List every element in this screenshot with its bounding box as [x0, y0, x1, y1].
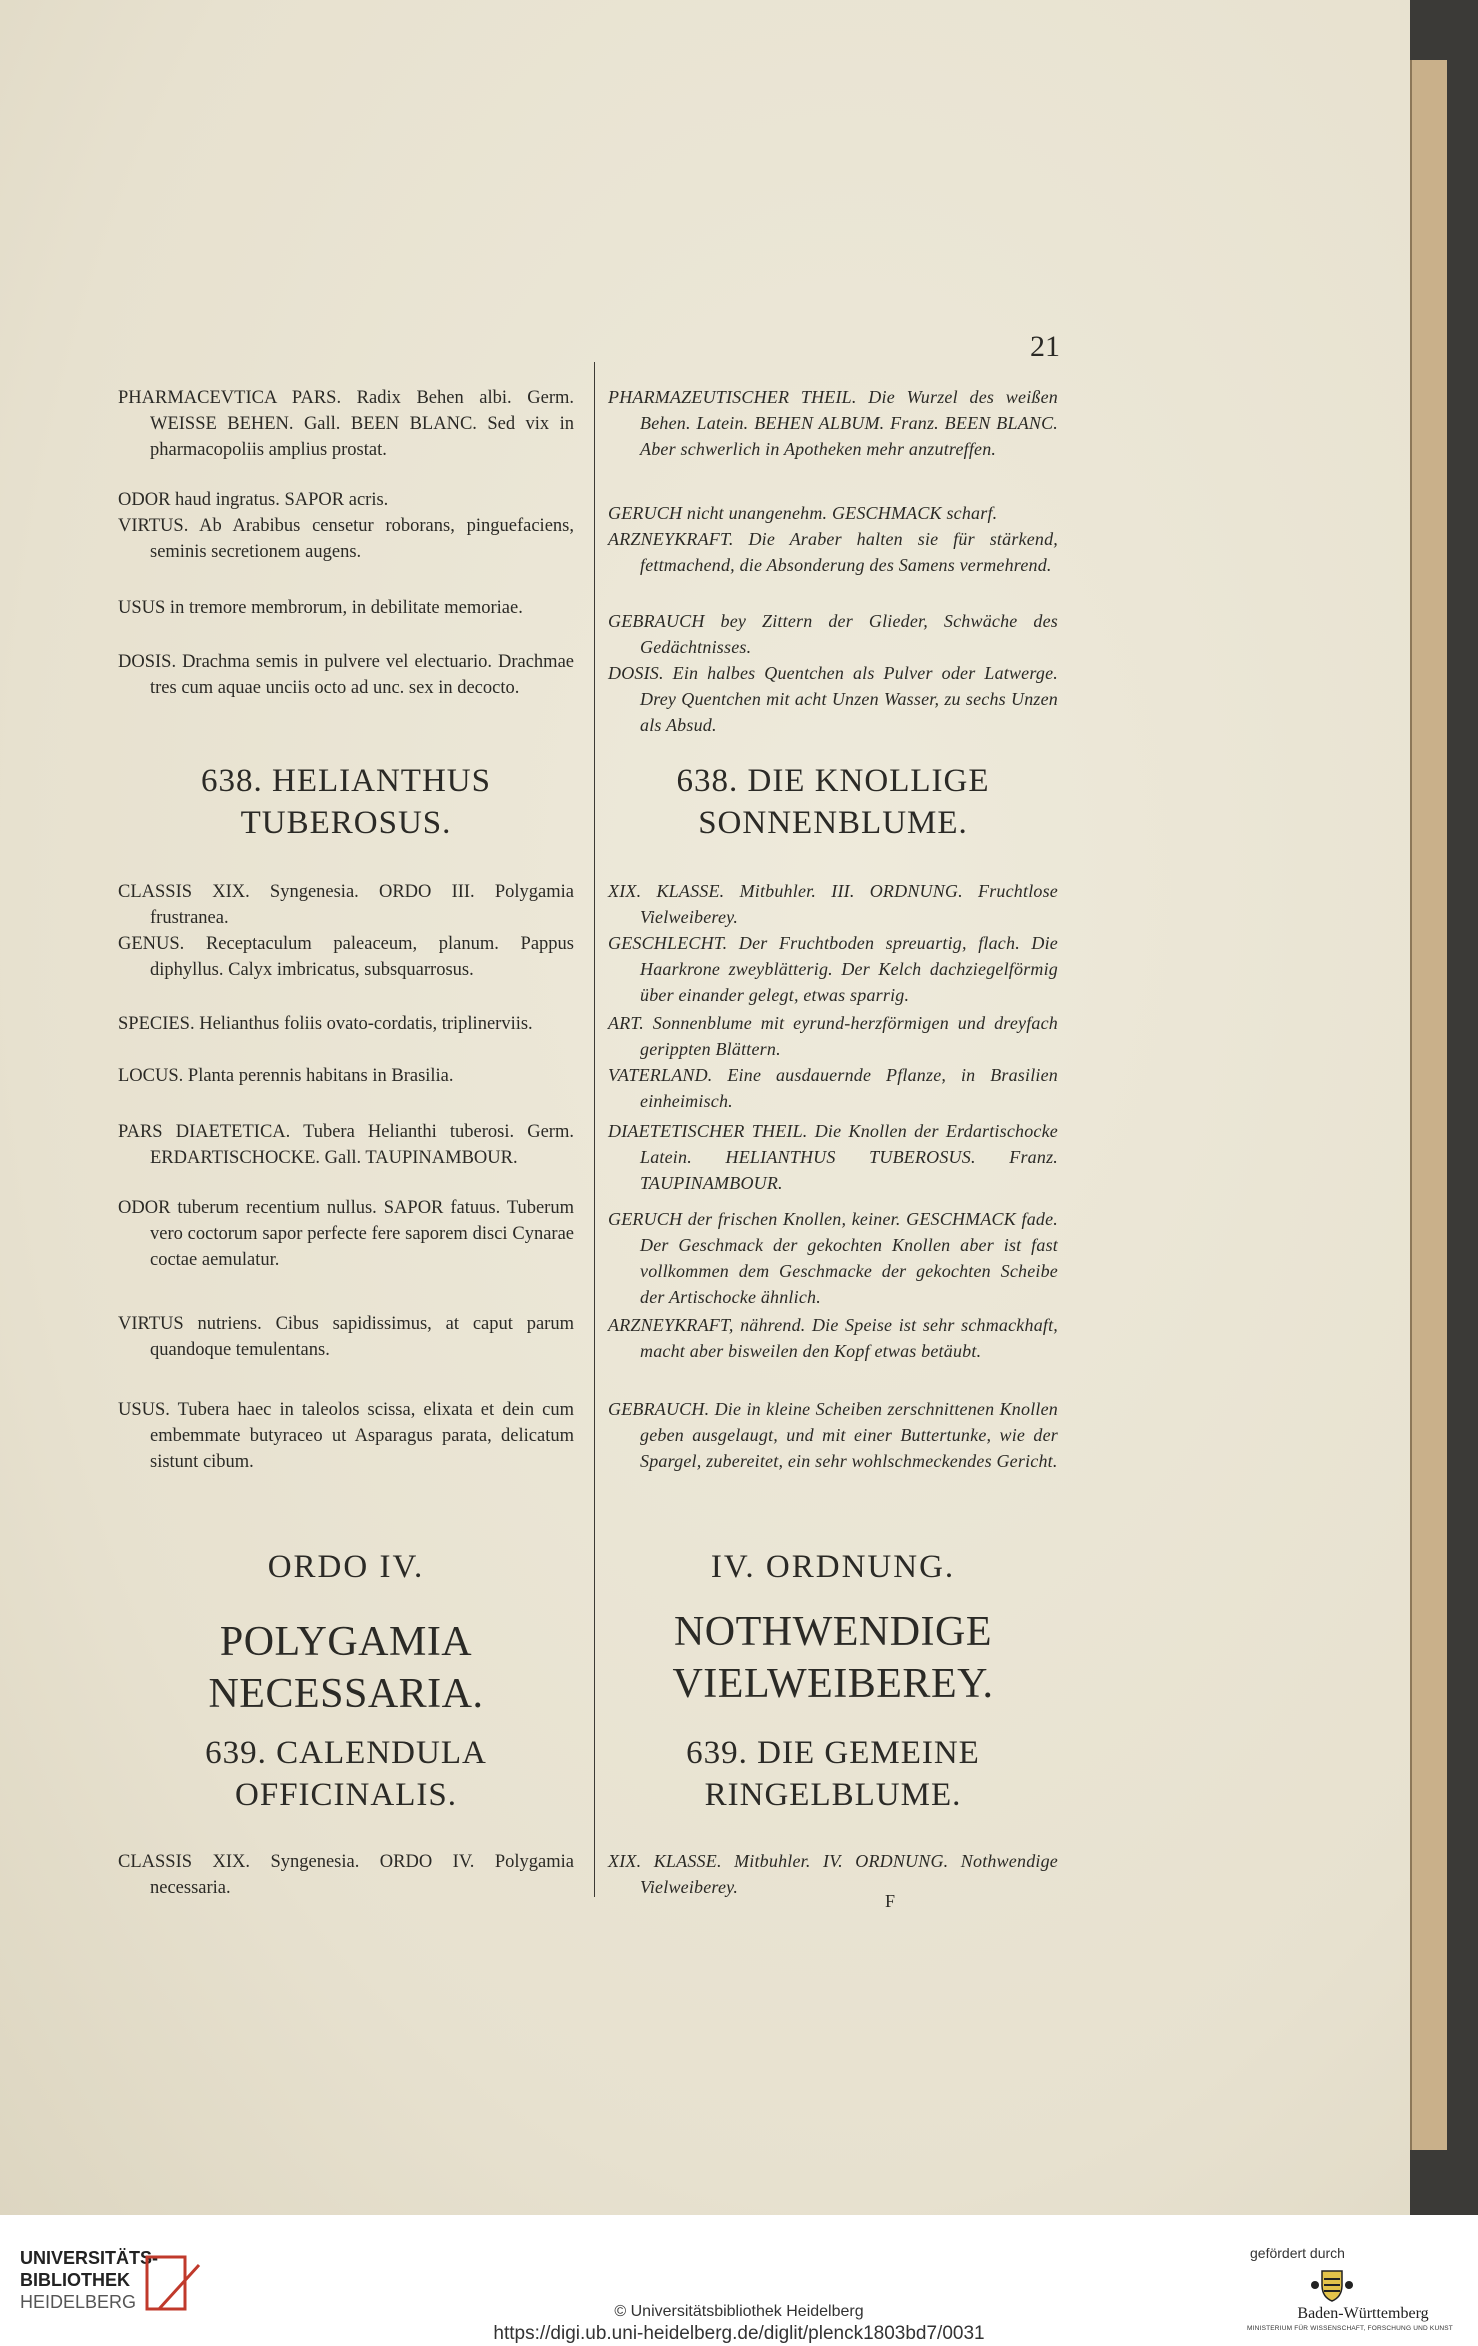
- latin-polygamia-heading: POLYGAMIA NECESSARIA.: [208, 1619, 484, 1717]
- footer-bar: [0, 2215, 1478, 2346]
- ministry-name: MINISTERIUM FÜR WISSENSCHAFT, FORSCHUNG UND KUNST: [1247, 2325, 1453, 2332]
- german-dosis: DOSIS. Ein halbes Quentchen als Pulver oder Latwerge. Drey Quentchen mit acht Unzen Wasser, zu sechs Unzen als Absud.: [608, 663, 1058, 735]
- latin-locus-638: LOCUS. Planta perennis habitans in Brasilia.: [118, 1065, 454, 1086]
- german-arzneykraft: ARZNEYKRAFT. Die Araber halten sie für stärkend, fettmachend, die Absonderung des Samens vermehrend.: [608, 529, 1058, 575]
- latin-classis-638: CLASSIS XIX. Syngenesia. ORDO III. Polygamia frustranea.: [118, 881, 574, 928]
- german-ordnung-heading: IV. ORDNUNG.: [710, 1549, 956, 1585]
- page-number: 21: [1030, 330, 1060, 363]
- latin-species-638: SPECIES. Helianthus foliis ovato-cordatis, triplinerviis.: [118, 1013, 533, 1034]
- uni-logo-line3: HEIDELBERG: [20, 2292, 137, 2312]
- german-heading-639: 639. DIE GEMEINE RINGELBLUME.: [686, 1735, 980, 1813]
- german-pharmazeutisch: PHARMAZEUTISCHER THEIL. Die Wurzel des weißen Behen. Latein. BEHEN ALBUM. Franz. BEEN BLANC. Aber schwerlich in Apotheken mehr anzutreffen.: [608, 387, 1058, 459]
- german-klasse-639: XIX. KLASSE. Mitbuhler. IV. ORDNUNG. Nothwendige Vielweiberey.: [608, 1851, 1058, 1897]
- latin-pharmaceutica: PHARMACEVTICA PARS. Radix Behen albi. Germ. WEISSE BEHEN. Gall. BEEN BLANC. Sed vix in pharmacopoliis amplius prostat.: [118, 387, 574, 460]
- baden-wuerttemberg-name: Baden-Württemberg: [1297, 2305, 1429, 2322]
- column-divider: [594, 362, 595, 1897]
- latin-heading-638: 638. HELIANTHUS TUBEROSUS.: [201, 763, 491, 841]
- german-arzneykraft-638: ARZNEYKRAFT, nährend. Die Speise ist sehr schmackhaft, macht aber bisweilen den Kopf etwas betäubt.: [608, 1315, 1058, 1361]
- german-diaetetisch: DIAETETISCHER THEIL. Die Knollen der Erdartischocke Latein. HELIANTHUS TUBEROSUS. Franz. TAUPINAMBOUR.: [608, 1121, 1058, 1193]
- latin-diaetetica: PARS DIAETETICA. Tubera Helianthi tuberosi. Germ. ERDARTISCHOCKE. Gall. TAUPINAMBOUR.: [118, 1121, 574, 1168]
- uni-logo-line2: BIBLIOTHEK: [20, 2270, 130, 2290]
- latin-usus: USUS in tremore membrorum, in debilitate memoriae.: [118, 597, 523, 618]
- latin-ordo-heading: ORDO IV.: [267, 1549, 425, 1585]
- german-klasse-638: XIX. KLASSE. Mitbuhler. III. ORDNUNG. Fruchtlose Vielweiberey.: [608, 881, 1058, 927]
- german-gebrauch-638: GEBRAUCH. Die in kleine Scheiben zerschnittenen Knollen geben ausgelaugt, und mit einer Buttertunke, wie der Spargel, zubereitet, ein sehr wohlschmeckendes Gericht.: [608, 1399, 1058, 1471]
- latin-virtus-638: VIRTUS nutriens. Cibus sapidissimus, at caput parum quandoque temulentans.: [118, 1313, 574, 1360]
- page-edge: [1410, 60, 1447, 2150]
- german-heading-638: 638. DIE KNOLLIGE SONNENBLUME.: [676, 763, 990, 841]
- german-vaterland-638: VATERLAND. Eine ausdauernde Pflanze, in Brasilien einheimisch.: [608, 1065, 1058, 1111]
- signature-mark: F: [885, 1891, 896, 1911]
- german-geruch-638: GERUCH der frischen Knollen, keiner. GESCHMACK fade. Der Geschmack der gekochten Knollen aber ist fast vollkommen dem Geschmacke der gekochten Scheibe der Artischocke ähnlich.: [608, 1209, 1058, 1307]
- latin-usus-638: USUS. Tubera haec in taleolos scissa, elixata et dein cum embemmate butyraceo ut Asparagus parata, delicatum sistunt cibum.: [118, 1399, 574, 1472]
- latin-odor: ODOR haud ingratus. SAPOR acris.: [118, 489, 389, 510]
- german-art-638: ART. Sonnenblume mit eyrund-herzförmigen und dreyfach gerippten Blättern.: [608, 1013, 1058, 1059]
- german-geschlecht-638: GESCHLECHT. Der Fruchtboden spreuartig, flach. Die Haarkrone zweyblätterig. Der Kelch dachziegelförmig über einander gelegt, etwas sparrig.: [608, 933, 1058, 1005]
- baden-wuerttemberg-crest-icon: [1310, 2267, 1354, 2303]
- german-gebrauch: GEBRAUCH bey Zittern der Glieder, Schwäche des Gedächtnisses.: [608, 611, 1058, 657]
- latin-genus-638: GENUS. Receptaculum paleaceum, planum. Pappus diphyllus. Calyx imbricatus, subsquarrosus.: [118, 933, 574, 980]
- german-geruch: GERUCH nicht unangenehm. GESCHMACK scharf.: [608, 503, 998, 523]
- copyright-notice: © Universitätsbibliothek Heidelberg: [614, 2303, 864, 2320]
- latin-heading-639: 639. CALENDULA OFFICINALIS.: [205, 1735, 487, 1813]
- permalink-url[interactable]: https://digi.ub.uni-heidelberg.de/diglit/plenck1803bd7/0031: [493, 2323, 985, 2344]
- german-nothwendige-heading: NOTHWENDIGE VIELWEIBEREY.: [672, 1609, 994, 1707]
- latin-virtus: VIRTUS. Ab Arabibus censetur roborans, pinguefaciens, seminis secretionem augens.: [118, 515, 574, 562]
- funded-by-label: gefördert durch: [1250, 2245, 1345, 2261]
- latin-classis-639: CLASSIS XIX. Syngenesia. ORDO IV. Polygamia necessaria.: [118, 1851, 574, 1898]
- latin-odor-638: ODOR tuberum recentium nullus. SAPOR fatuus. Tuberum vero coctorum sapor perfecte fere saporem disci Cynarae coctae aemulatur.: [118, 1197, 574, 1270]
- latin-dosis: DOSIS. Drachma semis in pulvere vel electuario. Drachmae tres cum aquae unciis octo ad unc. sex in decocto.: [118, 651, 574, 698]
- uni-logo-line1: UNIVERSITÄTS-: [20, 2248, 159, 2268]
